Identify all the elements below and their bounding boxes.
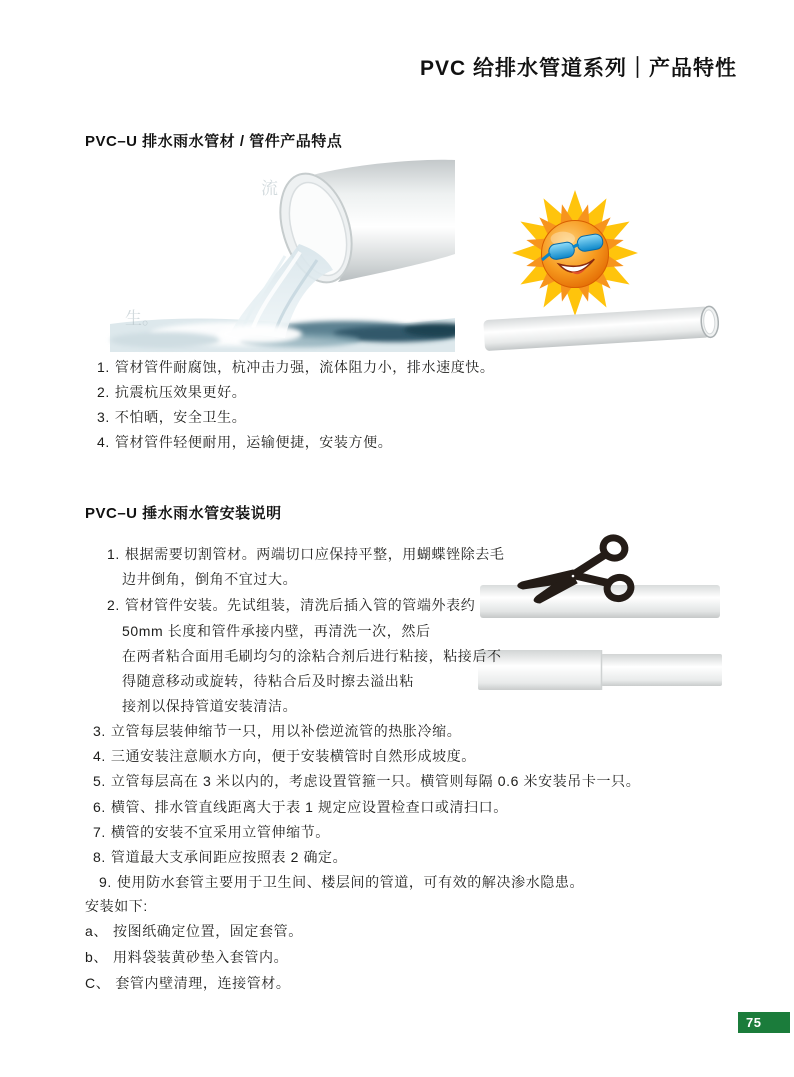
section1-heading: PVC–U 排水雨水管材 / 管件产品特点 bbox=[85, 133, 343, 150]
list-item-text: 管材管件轻便耐用，运输便捷，安装方便。 bbox=[114, 434, 393, 450]
list-item-number: 7. bbox=[93, 824, 106, 840]
list-item-number: 9. bbox=[99, 874, 112, 890]
feature-item bbox=[97, 432, 392, 452]
step-letter: b、 bbox=[85, 949, 108, 965]
install-item bbox=[93, 822, 330, 842]
list-item-text: 管材管件安装。先试组装，清洗后插入管的管端外表约 bbox=[124, 597, 476, 613]
install-item bbox=[93, 771, 640, 791]
install-item-continuation: 边井倒角，倒角不宜过大。 bbox=[122, 571, 298, 587]
list-item-number: 2. bbox=[107, 597, 120, 613]
install-step bbox=[85, 973, 291, 993]
list-item-number: 4. bbox=[93, 748, 106, 764]
list-item-number: 3. bbox=[93, 723, 106, 739]
sun-icon bbox=[503, 190, 647, 318]
pipe-joint-image bbox=[477, 645, 723, 695]
step-letter: C、 bbox=[85, 975, 111, 991]
list-item-text: 不怕晒，安全卫生。 bbox=[114, 409, 247, 425]
list-item-number: 1. bbox=[97, 359, 110, 375]
install-item bbox=[93, 746, 476, 766]
install-item bbox=[99, 872, 584, 892]
watermark-text: 流 bbox=[261, 179, 278, 198]
list-item-number: 2. bbox=[97, 384, 110, 400]
list-item-text: 三通安装注意顺水方向，便于安装横管时自然形成坡度。 bbox=[110, 748, 476, 764]
install-item-continuation: 得随意移动或旋转，待粘合后及时擦去溢出粘 bbox=[122, 673, 414, 689]
install-item bbox=[107, 544, 505, 564]
install-item bbox=[107, 595, 475, 615]
install-steps-label: 安装如下: bbox=[85, 898, 148, 914]
list-item-text: 根据需要切割管材。两端切口应保持平整，用蝴蝶锉除去毛 bbox=[124, 546, 505, 562]
scissors-cutting-pipe-image bbox=[480, 528, 720, 620]
step-text: 用料袋装黄砂垫入套管内。 bbox=[113, 949, 289, 965]
feature-item bbox=[97, 382, 246, 402]
install-step bbox=[85, 921, 303, 941]
feature-item bbox=[97, 357, 495, 377]
install-item bbox=[93, 797, 508, 817]
list-item-text: 管材管件耐腐蚀，杭冲击力强，流体阻力小，排水速度快。 bbox=[114, 359, 495, 375]
drain-pipe-water-image bbox=[95, 152, 455, 354]
list-item-text: 立管每层高在 3 米以内的，考虑设置管箍一只。横管则每隔 0.6 米安装吊卡一只。 bbox=[110, 773, 641, 789]
list-item-number: 1. bbox=[107, 546, 120, 562]
list-item-number: 8. bbox=[93, 849, 106, 865]
feature-item bbox=[97, 407, 246, 427]
watermark-text: 生。 bbox=[125, 309, 159, 328]
list-item-number: 4. bbox=[97, 434, 110, 450]
list-item-text: 立管每层装伸缩节一只，用以补偿逆流管的热胀冷缩。 bbox=[110, 723, 462, 739]
list-item-number: 6. bbox=[93, 799, 106, 815]
list-item-number: 3. bbox=[97, 409, 110, 425]
install-item bbox=[93, 721, 461, 741]
section2-heading: PVC–U 捶水雨水管安装说明 bbox=[85, 505, 282, 522]
page-number-badge bbox=[738, 1012, 790, 1033]
list-item-text: 横管、排水管直线距离大于表 1 规定应设置检查口或清扫口。 bbox=[110, 799, 508, 815]
list-item-text: 管道最大支承间距应按照表 2 确定。 bbox=[110, 849, 348, 865]
list-item-text: 横管的安装不宜采用立管伸缩节。 bbox=[110, 824, 330, 840]
page-number: 75 bbox=[746, 1015, 762, 1030]
install-item-continuation: 在两者粘合面用毛刷均匀的涂粘合剂后进行粘接，粘接后不 bbox=[122, 648, 502, 664]
step-text: 按图纸确定位置，固定套管。 bbox=[113, 923, 303, 939]
install-step bbox=[85, 947, 288, 967]
install-item-continuation: 接剂以保持管道安装清洁。 bbox=[122, 698, 298, 714]
install-item-continuation: 50mm 长度和管件承接内壁，再清洗一次，然后 bbox=[122, 623, 431, 639]
list-item-text: 抗震杭压效果更好。 bbox=[114, 384, 247, 400]
step-text: 套管内壁清理，连接管材。 bbox=[115, 975, 291, 991]
pvc-pipe-image bbox=[482, 300, 720, 358]
step-letter: a、 bbox=[85, 923, 108, 939]
list-item-text: 使用防水套管主要用于卫生间、楼层间的管道，可有效的解决渗水隐患。 bbox=[116, 874, 585, 890]
list-item-number: 5. bbox=[93, 773, 106, 789]
page-title: PVC 给排水管道系列｜产品特性 bbox=[419, 57, 737, 80]
install-item bbox=[93, 847, 347, 867]
